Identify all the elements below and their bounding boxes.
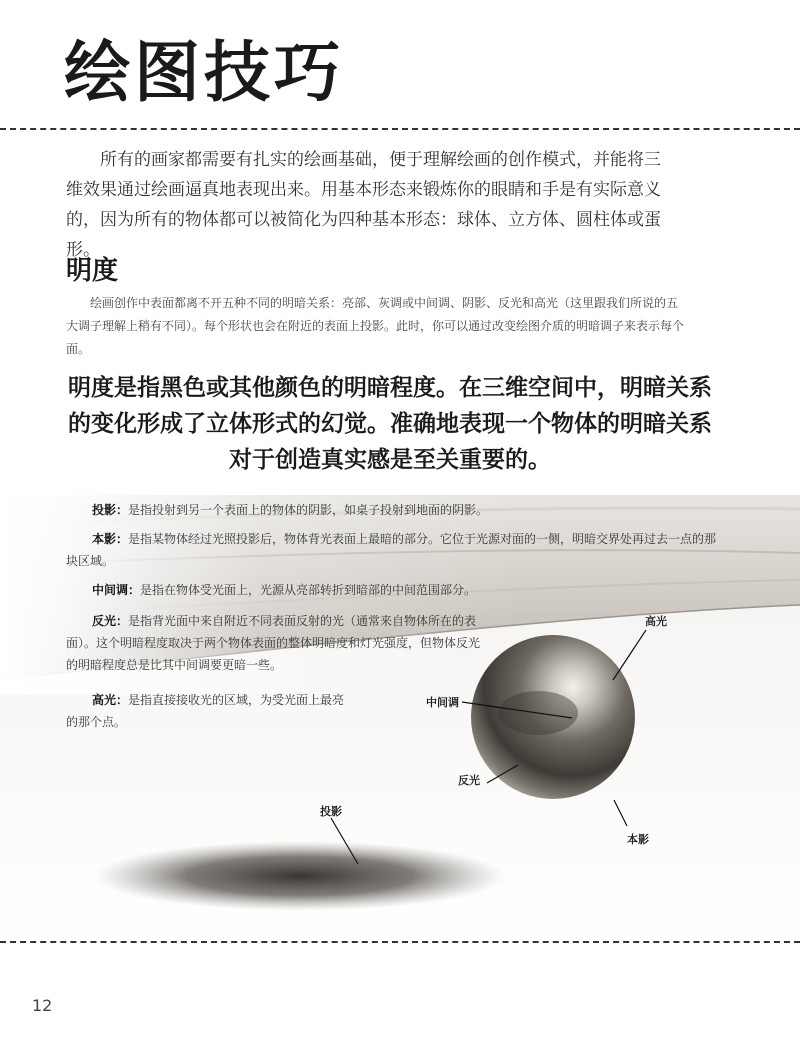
page-title: 绘图技巧 <box>64 34 344 111</box>
definition-highlight <box>66 689 356 733</box>
label-reflected-light: 反光 <box>458 774 480 787</box>
definition-term: 投影： <box>92 503 129 517</box>
definition-text: 是指某物体经过光照投影后，物体背光表面上最暗的部分。它位于光源对面的一侧，明暗交界处再过去一点的那块区域。 <box>66 532 717 568</box>
page-number: 12 <box>32 996 53 1015</box>
top-divider <box>0 128 800 130</box>
section-heading: 明度 <box>66 256 119 286</box>
label-cast-shadow: 投影 <box>320 805 342 818</box>
definition-text: 是指在物体受光面上，光源从亮部转折到暗部的中间范围部分。 <box>140 583 477 597</box>
definition-reflected-light <box>66 610 486 676</box>
section-body: 绘画创作中表面都离不开五种不同的明暗关系：亮部、灰调或中间调、阴影、反光和高光（这里跟我们所说的五大调子理解上稍有不同）。每个形状也会在附近的表面上投影。此时，你可以通过改变绘图介质的明暗调子来表示每个面。 <box>66 296 685 356</box>
definition-midtone <box>92 579 712 601</box>
label-highlight: 高光 <box>645 615 667 628</box>
label-midtone: 中间调 <box>426 696 459 709</box>
bottom-divider <box>0 941 800 943</box>
definition-term: 高光： <box>92 693 129 707</box>
definition-term: 反光： <box>92 614 129 628</box>
definition-text: 是指投射到另一个表面上的物体的阴影，如桌子投射到地面的阴影。 <box>128 503 489 517</box>
definition-text: 是指直接接收光的区域，为受光面上最亮的那个点。 <box>66 693 345 729</box>
callout-text: 明度是指黑色或其他颜色的明暗程度。在三维空间中，明暗关系的变化形成了立体形式的幻觉。准确地表现一个物体的明暗关系对于创造真实感是至关重要的。 <box>68 375 712 473</box>
definition-term: 中间调： <box>92 583 141 597</box>
intro-paragraph: 所有的画家都需要有扎实的绘画基础，便于理解绘画的创作模式，并能将三维效果通过绘画逼真地表现出来。用基本形态来锻炼你的眼睛和手是有实际意义的，因为所有的物体都可以被简化为四种基本形态：球体、立方体、圆柱体或蛋形。 <box>66 150 661 260</box>
label-core-shadow: 本影 <box>627 833 649 846</box>
definition-text: 是指背光面中来自附近不同表面反射的光（通常来自物体所在的表面）。这个明暗程度取决于两个物体表面的整体明暗度和灯光强度，但物体反光的明暗程度总是比其中间调要更暗一些。 <box>66 614 481 672</box>
definition-core-shadow <box>66 528 726 572</box>
definition-term: 本影： <box>92 532 129 546</box>
definition-cast-shadow <box>92 499 712 521</box>
